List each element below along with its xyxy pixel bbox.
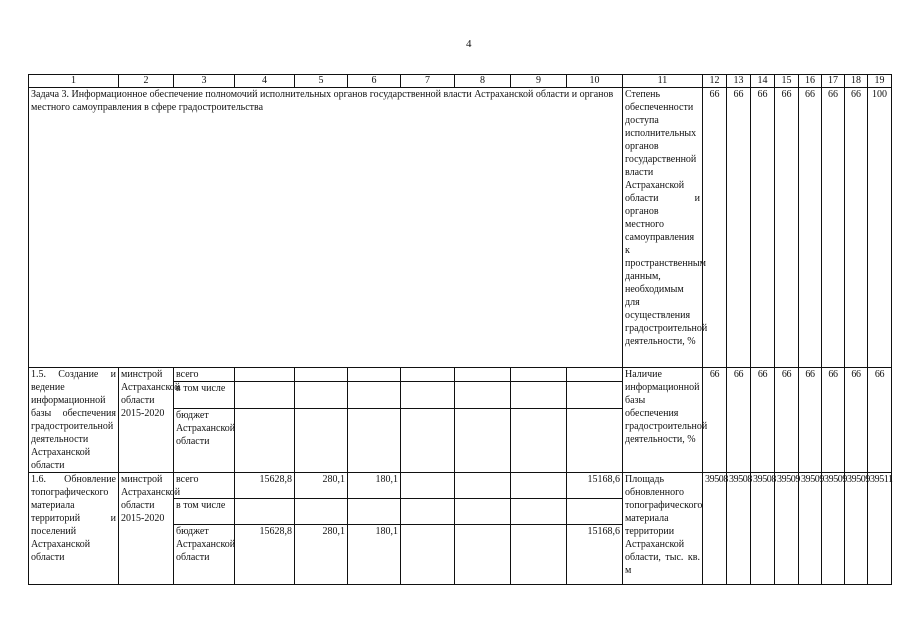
empty-cell [401, 525, 455, 585]
column-number: 6 [348, 75, 401, 88]
task-indicator-value: 66 [845, 88, 868, 368]
empty-cell [455, 499, 511, 525]
amount-cell: 15628,8 [235, 473, 295, 499]
indicator-value: 66 [775, 368, 799, 473]
amount-cell [235, 499, 295, 525]
empty-cell [511, 368, 567, 382]
indicator-value: 66 [799, 368, 822, 473]
column-number: 3 [174, 75, 235, 88]
amount-cell: 280,1 [295, 525, 348, 585]
activity-title: 1.6. Обновление топографического материала территорий и поселений Астраханской области [29, 473, 119, 585]
funding-label: бюджет Астраханской области [174, 409, 235, 473]
table-row [29, 473, 892, 499]
indicator-value: 66 [751, 368, 775, 473]
activity-indicator: Наличие информационной базы обеспечения градостроительной деятельности, % [623, 368, 703, 473]
column-number: 4 [235, 75, 295, 88]
activity-executor: минстрой Астраханской области 2015-2020 [119, 473, 174, 585]
empty-cell [455, 409, 511, 473]
empty-cell [401, 499, 455, 525]
empty-cell [401, 409, 455, 473]
column-number: 13 [727, 75, 751, 88]
amount-cell [348, 409, 401, 473]
empty-cell [455, 473, 511, 499]
funding-label: всего [174, 368, 235, 382]
empty-cell [511, 473, 567, 499]
page-number: 4 [466, 38, 472, 50]
column-number: 7 [401, 75, 455, 88]
task-indicator: Степень обеспеченности доступа исполнительных органов государственной власти Астраханской области и органов местного самоуправления к пространственным данным, необходимым для осуществления градостроительной деятельности, % [623, 88, 703, 368]
amount-cell [348, 368, 401, 382]
indicator-value: 39511 [868, 473, 892, 585]
amount-cell [295, 499, 348, 525]
amount-cell: 180,1 [348, 473, 401, 499]
funding-label: в том числе [174, 382, 235, 409]
task-indicator-value: 100 [868, 88, 892, 368]
indicator-value: 66 [703, 368, 727, 473]
empty-cell [511, 525, 567, 585]
empty-cell [511, 499, 567, 525]
indicator-value: 39509 [822, 473, 845, 585]
task-indicator-value: 66 [775, 88, 799, 368]
task-indicator-value: 66 [727, 88, 751, 368]
table-row [29, 368, 892, 382]
indicator-value: 66 [845, 368, 868, 473]
column-number: 19 [868, 75, 892, 88]
indicator-value: 39508 [703, 473, 727, 585]
amount-cell: 15628,8 [235, 525, 295, 585]
amount-cell [295, 409, 348, 473]
funding-label: всего [174, 473, 235, 499]
indicator-value: 66 [822, 368, 845, 473]
activity-indicator: Площадь обновленного топографического материала территории Астраханской области, тыс. кв. м [623, 473, 703, 585]
column-number: 16 [799, 75, 822, 88]
indicator-value: 39509 [799, 473, 822, 585]
task-indicator-value: 66 [703, 88, 727, 368]
column-number: 9 [511, 75, 567, 88]
program-table [28, 74, 892, 585]
indicator-value: 39509 [775, 473, 799, 585]
amount-cell [295, 382, 348, 409]
indicator-value: 39508 [727, 473, 751, 585]
task-row [29, 88, 892, 368]
empty-cell [455, 382, 511, 409]
indicator-value: 39508 [751, 473, 775, 585]
amount-cell [567, 368, 623, 382]
amount-cell: 280,1 [295, 473, 348, 499]
column-number: 2 [119, 75, 174, 88]
column-number: 8 [455, 75, 511, 88]
empty-cell [401, 382, 455, 409]
amount-cell [567, 499, 623, 525]
column-number: 11 [623, 75, 703, 88]
amount-cell [348, 499, 401, 525]
amount-cell [567, 409, 623, 473]
empty-cell [511, 409, 567, 473]
indicator-value: 66 [727, 368, 751, 473]
activity-executor: минстрой Астраханской области 2015-2020 [119, 368, 174, 473]
task-indicator-value: 66 [822, 88, 845, 368]
empty-cell [401, 473, 455, 499]
column-number: 18 [845, 75, 868, 88]
amount-cell [235, 382, 295, 409]
empty-cell [455, 368, 511, 382]
column-number: 17 [822, 75, 845, 88]
funding-label: в том числе [174, 499, 235, 525]
column-number: 5 [295, 75, 348, 88]
task-indicator-value: 66 [751, 88, 775, 368]
amount-cell [295, 368, 348, 382]
empty-cell [401, 368, 455, 382]
empty-cell [455, 525, 511, 585]
amount-cell [235, 409, 295, 473]
amount-cell: 15168,6 [567, 473, 623, 499]
column-number: 14 [751, 75, 775, 88]
activity-title: 1.5. Создание и ведение информационной базы обеспечения градостроительной деятельности Астраханской области [29, 368, 119, 473]
amount-cell [235, 368, 295, 382]
amount-cell [567, 382, 623, 409]
column-number-row [29, 75, 892, 88]
column-number: 12 [703, 75, 727, 88]
column-number: 1 [29, 75, 119, 88]
task-description: Задача 3. Информационное обеспечение полномочий исполнительных органов государственной власти Астраханской области и органов местного самоуправления в сфере градостроительства [29, 88, 623, 368]
column-number: 10 [567, 75, 623, 88]
indicator-value: 66 [868, 368, 892, 473]
empty-cell [511, 382, 567, 409]
column-number: 15 [775, 75, 799, 88]
amount-cell: 180,1 [348, 525, 401, 585]
funding-label: бюджет Астраханской области [174, 525, 235, 585]
amount-cell: 15168,6 [567, 525, 623, 585]
indicator-value: 39509 [845, 473, 868, 585]
amount-cell [348, 382, 401, 409]
task-indicator-value: 66 [799, 88, 822, 368]
